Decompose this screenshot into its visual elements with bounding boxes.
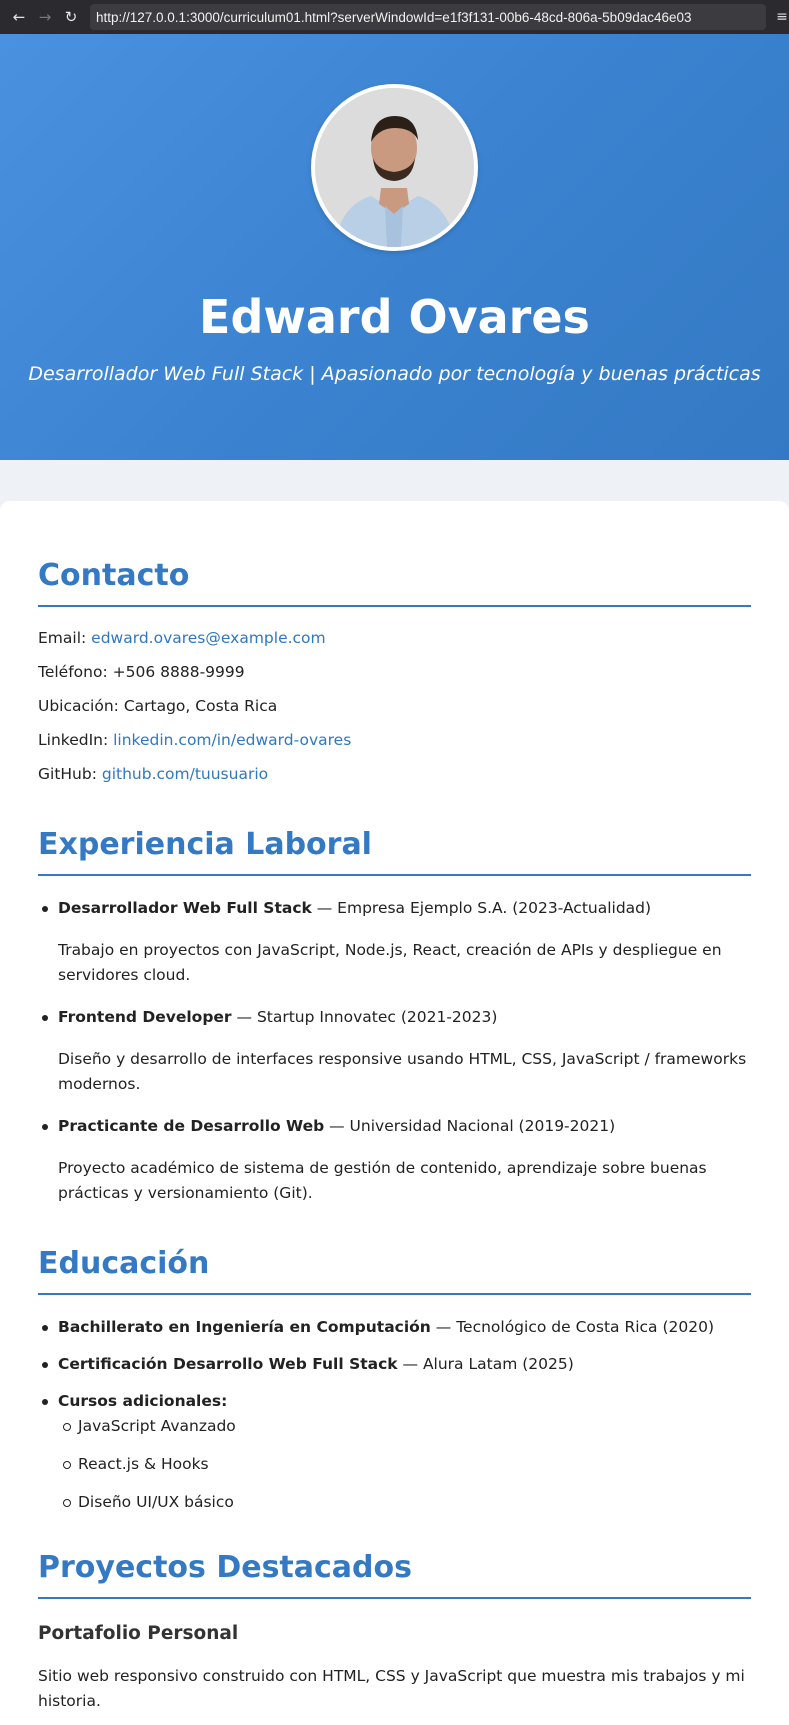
job-detail: — Universidad Nacional (2019-2021) (324, 1117, 616, 1135)
tagline: Desarrollador Web Full Stack | Apasionado por tecnología y buenas prácticas (28, 363, 761, 385)
list-item (58, 1389, 751, 1515)
education-list (38, 1315, 751, 1515)
contact-email (38, 621, 751, 655)
profile-photo-icon (315, 88, 474, 247)
courses-list (58, 1414, 751, 1515)
browser-toolbar (0, 0, 789, 34)
forward-arrow-icon[interactable]: → (38, 8, 52, 26)
address-bar[interactable]: http://127.0.0.1:3000/curriculum01.html?serverWindowId=e1f3f131-00b6-48cd-806a-5b09dac46e03 (90, 4, 766, 30)
degree-name: Certificación Desarrollo Web Full Stack (58, 1355, 398, 1373)
education-section (38, 1246, 751, 1515)
project-description: Sitio web responsivo construido con HTML, CSS y JavaScript que muestra mis trabajos y mi historia. (38, 1667, 745, 1710)
job-description: Trabajo en proyectos con JavaScript, Node.js, React, creación de APIs y despliegue en servidores cloud. (58, 941, 722, 984)
job-description: Diseño y desarrollo de interfaces responsive usando HTML, CSS, JavaScript / frameworks modernos. (58, 1050, 747, 1093)
job-detail: — Startup Innovatec (2021-2023) (231, 1008, 498, 1026)
linkedin-link[interactable]: linkedin.com/in/edward-ovares (113, 731, 352, 749)
course-item: Diseño UI/UX básico (78, 1490, 751, 1515)
list-item (58, 896, 751, 988)
back-arrow-icon[interactable]: ← (12, 8, 26, 26)
contact-phone (38, 655, 751, 689)
list-item (58, 1005, 751, 1097)
github-link[interactable]: github.com/tuusuario (101, 765, 269, 783)
courses-label: Cursos adicionales: (58, 1392, 228, 1410)
contact-location (38, 689, 751, 723)
resume-content (0, 501, 789, 1725)
degree-detail: — Tecnológico de Costa Rica (2020) (430, 1318, 715, 1336)
contact-github-label: GitHub: (38, 765, 97, 783)
contact-location-label: Ubicación: (38, 697, 119, 715)
job-role: Frontend Developer (58, 1008, 232, 1026)
section-title-education: Educación (38, 1246, 751, 1295)
degree-name: Bachillerato en Ingeniería en Computación (58, 1318, 431, 1336)
projects-section (38, 1550, 751, 1714)
contact-linkedin (38, 723, 751, 757)
contact-linkedin-label: LinkedIn: (38, 731, 109, 749)
profile-header (0, 34, 789, 460)
project-title: Portafolio Personal (38, 1623, 239, 1644)
project-item (38, 1623, 751, 1714)
section-title-experience: Experiencia Laboral (38, 827, 751, 876)
course-item: React.js & Hooks (78, 1452, 751, 1477)
email-link[interactable]: edward.ovares@example.com (91, 629, 326, 647)
experience-section (38, 827, 751, 1206)
job-detail: — Empresa Ejemplo S.A. (2023-Actualidad) (311, 899, 652, 917)
menu-icon[interactable]: ≡ (776, 9, 788, 25)
contact-location-value: Cartago, Costa Rica (123, 697, 278, 715)
list-item (58, 1114, 751, 1206)
course-item: JavaScript Avanzado (78, 1414, 751, 1439)
job-description: Proyecto académico de sistema de gestión de contenido, aprendizaje sobre buenas prácticas y versionamiento (Git). (58, 1159, 707, 1202)
job-role: Desarrollador Web Full Stack (58, 899, 312, 917)
section-title-contact: Contacto (38, 558, 751, 607)
list-item (58, 1315, 751, 1340)
job-role: Practicante de Desarrollo Web (58, 1117, 325, 1135)
contact-phone-value: +506 8888-9999 (112, 663, 245, 681)
degree-detail: — Alura Latam (2025) (397, 1355, 574, 1373)
experience-list (38, 896, 751, 1206)
contact-section (38, 501, 751, 791)
list-item (58, 1352, 751, 1377)
contact-phone-label: Teléfono: (38, 663, 108, 681)
section-title-projects: Proyectos Destacados (38, 1550, 751, 1599)
page-title: Edward Ovares (199, 290, 590, 344)
avatar (311, 84, 478, 251)
contact-github (38, 757, 751, 791)
contact-email-label: Email: (38, 629, 87, 647)
reload-icon[interactable]: ↻ (64, 8, 78, 26)
